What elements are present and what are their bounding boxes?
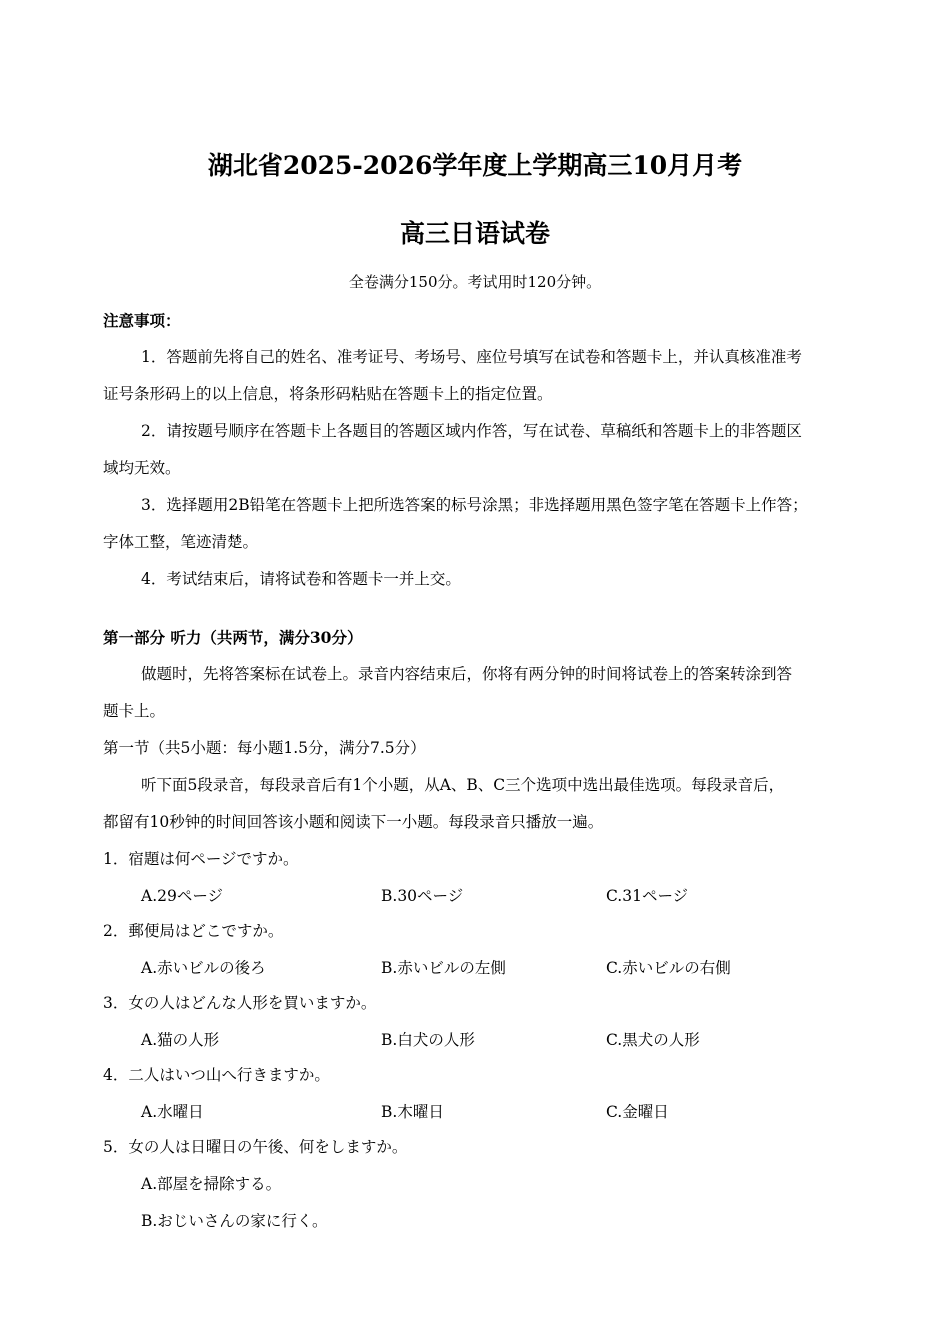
part1-section <box>103 619 873 1240</box>
question-4: 4．二人はいつ山へ行きますか。 <box>103 1066 330 1084</box>
option-b: B.赤いビルの左側 <box>381 959 506 977</box>
option-b: B.白犬の人形 <box>381 1031 475 1049</box>
option-a: A.水曜日 <box>141 1103 204 1121</box>
question-5-option-b: B.おじいさんの家に行く。 <box>141 1212 328 1230</box>
question-1: 1．宿題は何ページですか。 <box>103 850 299 868</box>
notice-item-2-line-1: 2．请按题号顺序在答题卡上各题目的答题区域内作答，写在试卷、草稿纸和答题卡上的非答题区 <box>141 422 802 440</box>
option-c: C.31ページ <box>606 887 689 905</box>
exam-title: 湖北省2025-2026学年度上学期高三10月月考 <box>207 151 743 180</box>
option-b: B.30ページ <box>381 887 464 905</box>
option-a: A.29ページ <box>141 887 224 905</box>
exam-meta: 全卷满分150分。考试用时120分钟。 <box>348 273 602 291</box>
question-2: 2．郵便局はどこですか。 <box>103 922 284 940</box>
section1-intro-line-1: 听下面5段录音，每段录音后有1个小题，从A、B、C三个选项中选出最佳选项。每段录音后， <box>141 776 785 794</box>
question-5-option-a: A.部屋を掃除する。 <box>141 1175 282 1193</box>
notice-heading: 注意事项： <box>103 311 181 330</box>
part1-heading: 第一部分 听力（共两节，满分30分） <box>103 628 363 647</box>
section1-heading: 第一节（共5小题：每小题1.5分，满分7.5分） <box>103 739 426 757</box>
notice-section <box>103 302 873 598</box>
option-a: A.猫の人形 <box>141 1031 220 1049</box>
question-2-options <box>103 950 873 985</box>
question-3: 3．女の人はどんな人形を買いますか。 <box>103 994 377 1012</box>
option-b: B.木曜日 <box>381 1103 444 1121</box>
notice-item-1-line-1: 1．答题前先将自己的姓名、准考证号、考场号、座位号填写在试卷和答题卡上，并认真核准准考 <box>141 348 802 366</box>
option-a: A.赤いビルの後ろ <box>141 959 266 977</box>
question-4-options <box>103 1094 873 1129</box>
section1-intro-line-2: 都留有10秒钟的时间回答该小题和阅读下一小题。每段录音只播放一遍。 <box>103 813 604 831</box>
notice-item-1-line-2: 证号条形码上的以上信息，将条形码粘贴在答题卡上的指定位置。 <box>103 385 553 403</box>
notice-item-3-line-2: 字体工整，笔迹清楚。 <box>103 533 259 551</box>
notice-item-3-line-1: 3．选择题用2B铅笔在答题卡上把所选答案的标号涂黑；非选择题用黑色签字笔在答题卡上作答； <box>141 496 808 514</box>
part1-intro-line-2: 题卡上。 <box>103 702 166 720</box>
question-1-options <box>103 878 873 913</box>
option-c: C.金曜日 <box>606 1103 669 1121</box>
exam-subtitle: 高三日语试卷 <box>399 219 550 248</box>
question-5: 5．女の人は日曜日の午後、何をしますか。 <box>103 1138 408 1156</box>
notice-item-2-line-2: 域均无效。 <box>103 459 181 477</box>
question-3-options <box>103 1022 873 1057</box>
part1-intro-line-1: 做题时，先将答案标在试卷上。录音内容结束后，你将有两分钟的时间将试卷上的答案转涂到答 <box>141 665 793 683</box>
notice-item-4-line-1: 4．考试结束后，请将试卷和答题卡一并上交。 <box>141 570 461 588</box>
option-c: C.黒犬の人形 <box>606 1031 700 1049</box>
option-c: C.赤いビルの右側 <box>606 959 731 977</box>
